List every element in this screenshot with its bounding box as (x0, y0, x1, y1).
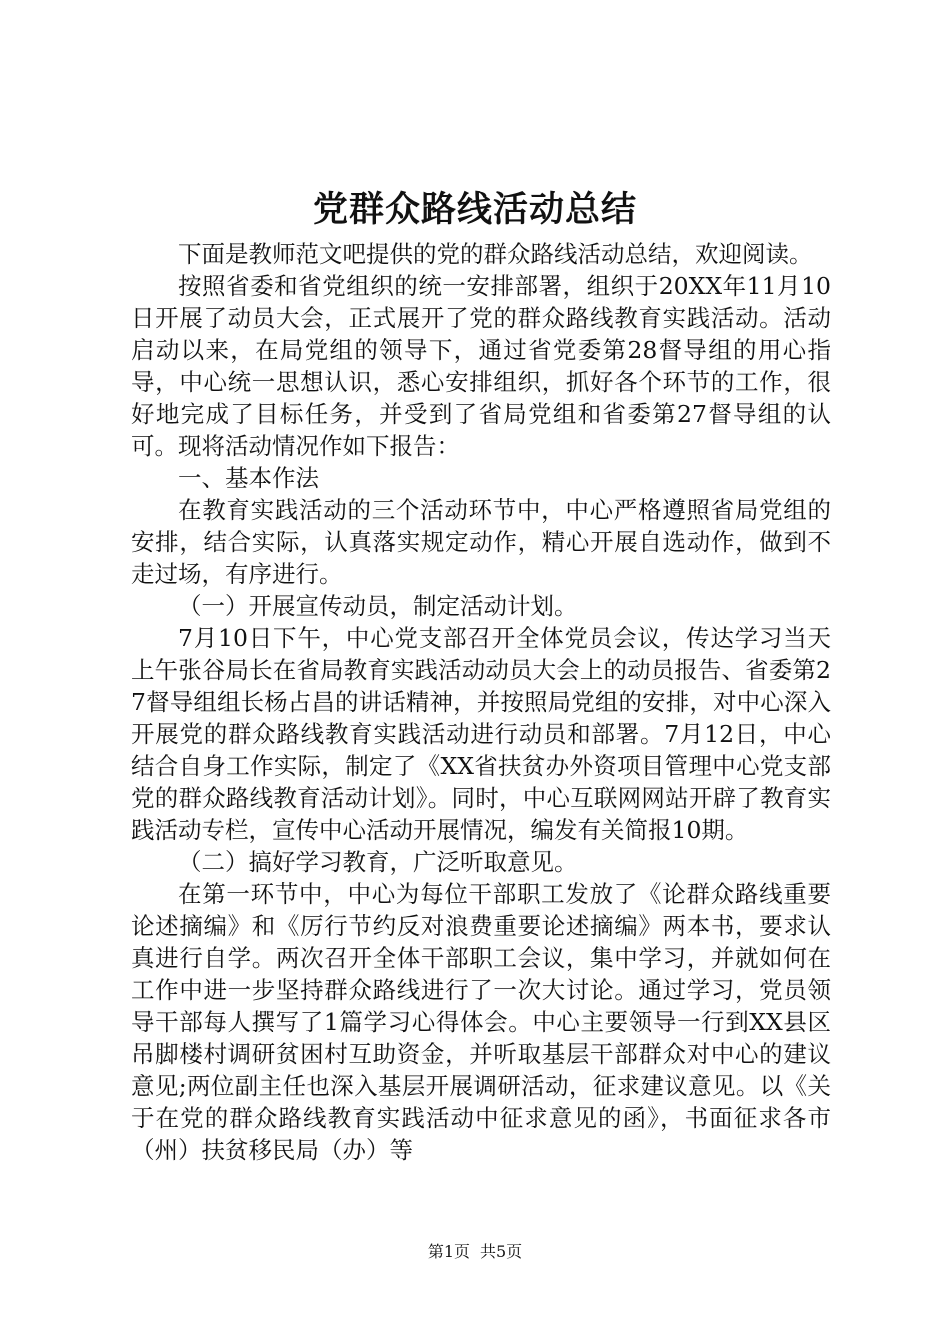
intro-paragraph: 下面是教师范文吧提供的党的群众路线活动总结，欢迎阅读。 (178, 240, 813, 268)
page-number: 第1页 (427, 1242, 470, 1261)
subsection-heading-2: （二）搞好学习教育，广泛听取意见。 (178, 848, 578, 876)
page-total: 共5页 (480, 1242, 523, 1261)
study-education-paragraph: 在第一环节中，中心为每位干部职工发放了《论群众路线重要论述摘编》和《厉行节约反对浪费重要论述摘编》两本书，要求认真进行自学。两次召开全体干部职工会议，集中学习，并就如何在工作中进一步坚持群众路线进行了一次大讨论。通过学习，党员领导干部每人撰写了1篇学习心得体会。中心主要领导一行到XX县区吊脚楼村调研贫困村互助资金，并听取基层干部群众对中心的建议意见;两位副主任也深入基层开展调研活动，征求建议意见。以《关于在党的群众路线教育实践活动中征求意见的函》，书面征求各市（州）扶贫移民局（办）等 (131, 880, 831, 1164)
section-heading-basic-methods: 一、基本作法 (178, 464, 319, 492)
overview-paragraph: 按照省委和省党组织的统一安排部署，组织于20XX年11月10日开展了动员大会，正式展开了党的群众路线教育实践活动。活动启动以来，在局党组的领导下，通过省党委第28督导组的用心指导，中心统一思想认识，悉心安排组织，抓好各个环节的工作，很好地完成了目标任务，并受到了省局党组和省委第27督导组的认可。现将活动情况作如下报告： (131, 272, 831, 460)
page-footer (0, 1242, 950, 1262)
document-title: 党群众路线活动总结 (312, 189, 637, 230)
document-body (131, 238, 831, 1166)
mobilization-paragraph: 7月10日下午，中心党支部召开全体党员会议，传达学习当天上午张谷局长在省局教育实践活动动员大会上的动员报告、省委第27督导组组长杨占昌的讲话精神，并按照局党组的安排，对中心深入开展党的群众路线教育实践活动进行动员和部署。7月12日，中心结合自身工作实际，制定了《XX省扶贫办外资项目管理中心党支部党的群众路线教育活动计划》。同时，中心互联网网站开辟了教育实践活动专栏，宣传中心活动开展情况，编发有关简报10期。 (131, 624, 831, 844)
basic-methods-paragraph: 在教育实践活动的三个活动环节中，中心严格遵照省局党组的安排，结合实际，认真落实规定动作，精心开展自选动作，做到不走过场，有序进行。 (131, 496, 831, 588)
subsection-heading-1: （一）开展宣传动员，制定活动计划。 (178, 592, 578, 620)
